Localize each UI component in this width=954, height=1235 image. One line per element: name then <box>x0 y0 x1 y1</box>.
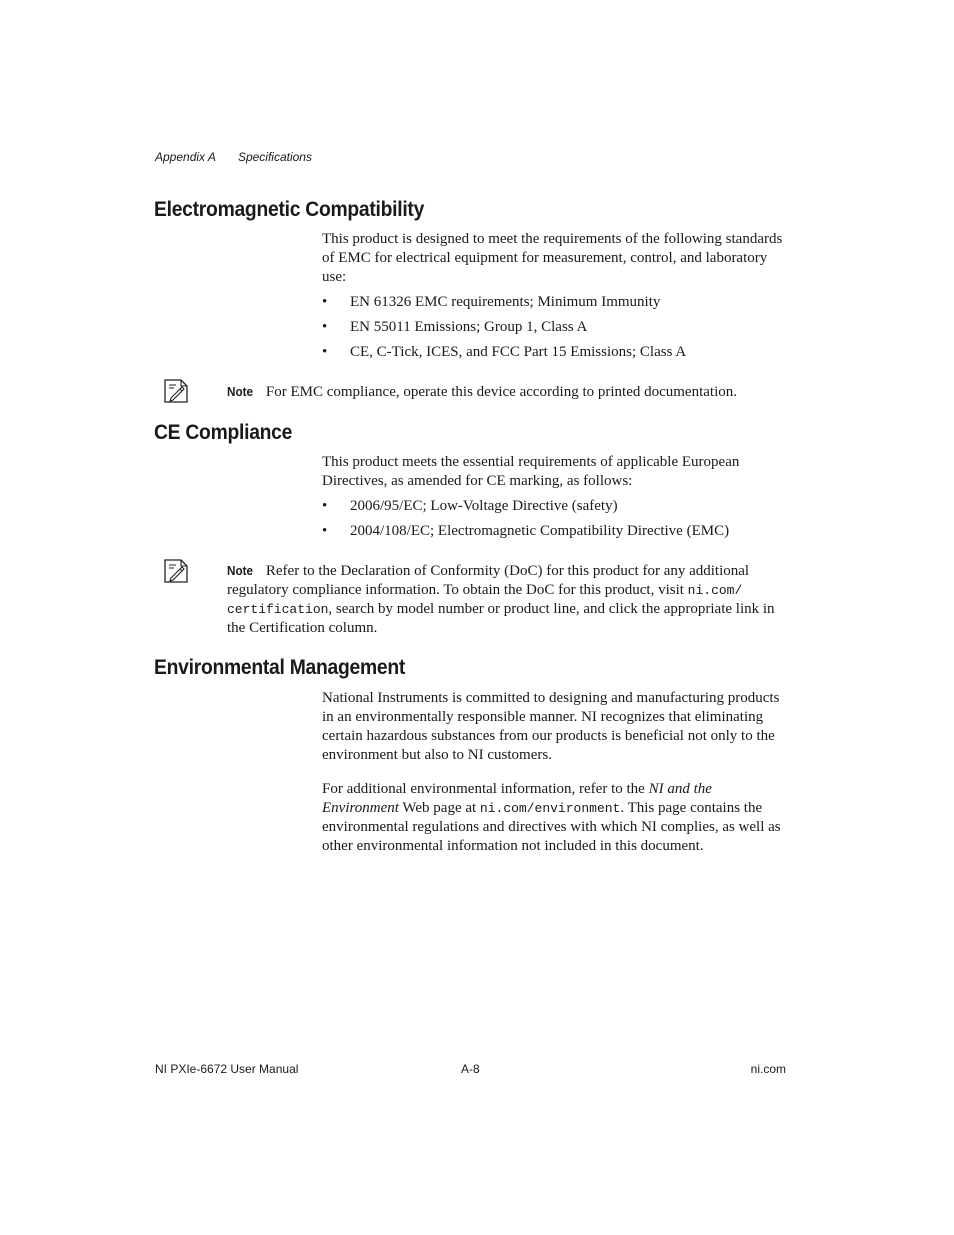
certification-link-part-1[interactable]: ni.com/ <box>687 583 743 598</box>
list-item: • 2004/108/EC; Electromagnetic Compatibility Directive (EMC) <box>322 522 792 547</box>
env-para2-text-b: Web page at <box>398 800 480 816</box>
footer-website[interactable]: ni.com <box>750 1062 786 1076</box>
env-section-body <box>322 689 792 856</box>
note-pad-icon <box>162 556 190 584</box>
emc-note <box>227 382 792 402</box>
note-body-part-1: Refer to the Declaration of Conformity (DoC) for this product for any additional regulatory compliance information. To obtain the DoC for this product, visit <box>227 563 750 598</box>
list-item: • EN 55011 Emissions; Group 1, Class A <box>322 318 792 343</box>
note-label: Note <box>227 563 254 578</box>
ce-section-body <box>322 453 792 547</box>
list-item: • CE, C-Tick, ICES, and FCC Part 15 Emissions; Class A <box>322 343 792 368</box>
list-item: • 2006/95/EC; Low-Voltage Directive (safety) <box>322 497 792 522</box>
ce-intro: This product meets the essential requirements of applicable European Directives, as amended for CE marking, as follows: <box>322 454 740 489</box>
footer-page-number: A-8 <box>461 1062 480 1076</box>
env-paragraph-1: National Instruments is committed to designing and manufacturing products in an environmentally responsible manner. NI recognizes that eliminating certain hazardous substances from our products is beneficial not only to the environment but also to NI customers. <box>322 690 780 763</box>
certification-link-part-2[interactable]: certification <box>227 602 329 617</box>
section-label: Specifications <box>237 150 312 164</box>
list-item: • EN 61326 EMC requirements; Minimum Immunity <box>322 293 792 318</box>
emc-section-body <box>322 230 792 368</box>
note-body-part-2: , search by model number or product line, and click the appropriate link in the Certification column. <box>227 601 775 636</box>
heading-environmental: Environmental Management <box>154 656 406 679</box>
heading-emc: Electromagnetic Compatibility <box>154 198 425 221</box>
running-header <box>155 150 312 164</box>
env-para2-text-c: . This page contains the environmental regulations and directives with which NI complies, as well as other environmental information not included in this document. <box>322 800 781 854</box>
emc-intro: This product is designed to meet the requirements of the following standards of EMC for electrical equipment for measurement, control, and laboratory use: <box>322 231 783 285</box>
env-para2-italic-b: Environment <box>322 800 399 816</box>
env-para2-text-a: For additional environmental information, refer to the <box>322 781 649 797</box>
note-body: For EMC compliance, operate this device according to printed documentation. <box>265 384 737 400</box>
emc-bullet-list <box>322 293 792 368</box>
ce-bullet-list <box>322 497 792 547</box>
environment-link[interactable]: ni.com/environment <box>479 801 621 816</box>
footer-manual-title: NI PXIe-6672 User Manual <box>155 1062 299 1076</box>
heading-ce: CE Compliance <box>154 421 293 444</box>
note-pad-icon <box>162 376 190 404</box>
env-para2-italic-a: NI and the <box>648 781 712 797</box>
note-label: Note <box>227 384 254 399</box>
ce-note <box>227 561 792 638</box>
appendix-label: Appendix A <box>155 150 216 164</box>
env-paragraph-2 <box>322 780 792 856</box>
